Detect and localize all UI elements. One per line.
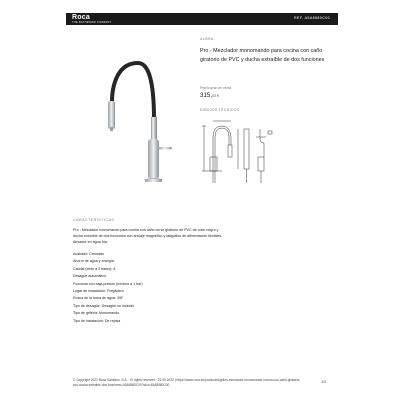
price-label: Precio gran de venta (200, 85, 232, 90)
spec-list (73, 251, 143, 325)
spec-item: Acabado: Cromado (73, 252, 104, 256)
footer-copyright: © Copyright 2022 Roca Sanitario, S.A. · El rights reserved · 22.09.2022 | https://www.roca.es/productos/grifos-mezclador-monomando-cocina-con-caño-giratorio-pvc-ducha-extraible-dos-funciones-A5A8580C00?sku=A5A8580C00 (73, 378, 301, 388)
roca-logo: Roca THE BATHROOM COMPANY (72, 13, 112, 24)
page-number: 1/2 (321, 380, 327, 384)
features-label: CARACTERÍSTICAS (73, 218, 115, 222)
product-title: Pro - Mezclador monomando para cocina con caño giratorio de PVC y ducha extraíble de dos funciones (200, 48, 325, 64)
header-bar (66, 13, 338, 25)
spec-item: Caudal (l/min a 3 bares): 8 (73, 266, 116, 271)
spec-item: Lugar de instalación: Fregadero (73, 288, 124, 293)
product-price (200, 92, 219, 99)
spec-item: Rosca de la toma de agua: 3/8" (73, 296, 124, 301)
spec-item: Tipo de instalación: De repisa (73, 318, 121, 323)
spec-item: Tipo de grifería: Monomando (73, 311, 120, 316)
price-value: 315, (200, 91, 213, 99)
spec-item: Ahorro de agua y energía (73, 259, 114, 264)
price-unit: 00 € (212, 93, 220, 98)
faucet-product-image (92, 55, 178, 187)
product-description: Pro - Mezclador monomando para cocina con caño curvo giratorio de PVC de color negro y ducha extraíble de dos funciones con anclaje magnético y latiguillos de alimentación flexibles. Aireador en agua fría. (73, 228, 223, 244)
spec-item: Tipo de desagüe: Desagüe no incluido (73, 303, 135, 308)
product-brand: ALBRA (200, 37, 214, 41)
technical-drawings (200, 117, 280, 185)
spec-item: Desagüe automático (73, 274, 106, 279)
product-reference: REF. A5A8580C00 (294, 16, 330, 20)
spec-item: Funciona con baja presión (mínimo a 1 bar) (73, 281, 143, 286)
technical-drawings-label: DIBUJOS TÉCNICOS (200, 108, 240, 112)
